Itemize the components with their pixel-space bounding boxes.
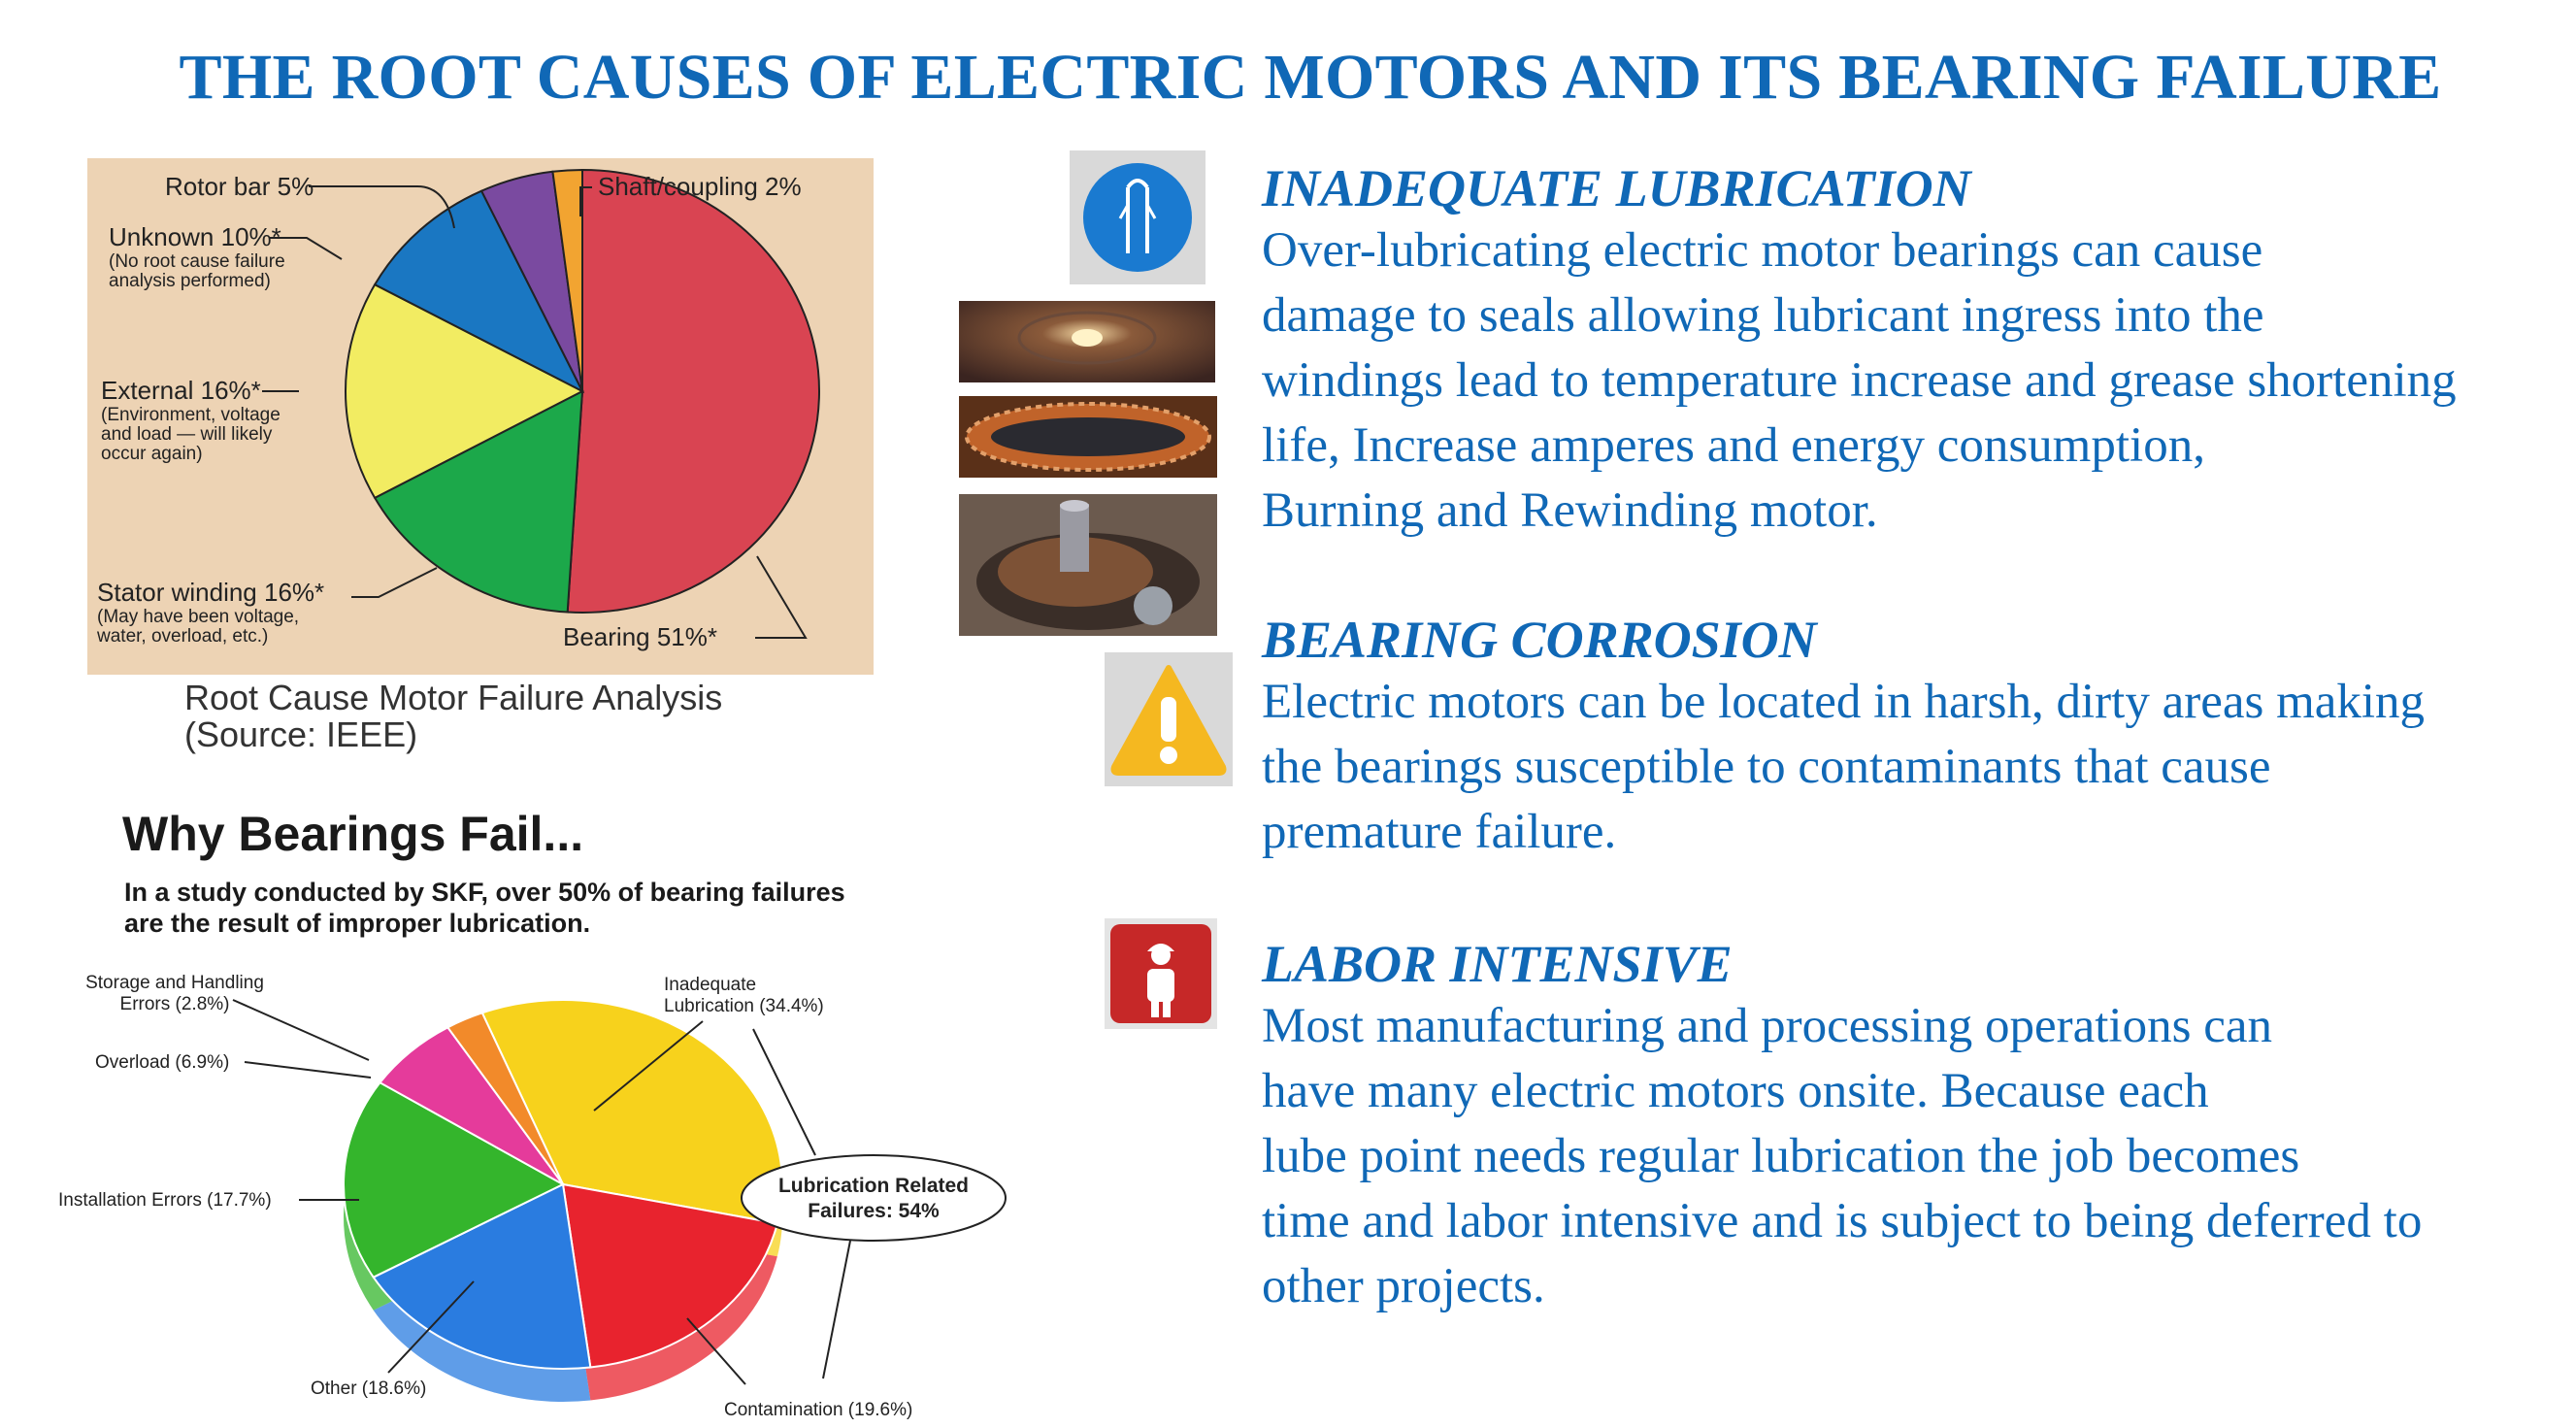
- chart2-subtitle-line2: are the result of improper lubrication.: [124, 909, 591, 938]
- chart2-subtitle-line1: In a study conducted by SKF, over 50% of bearing failures: [124, 878, 845, 907]
- corrosion-icon-box: [1105, 652, 1233, 786]
- root-cause-chart-caption: [184, 680, 722, 753]
- leader-overload: [245, 1062, 371, 1078]
- section-heading: LABOR INTENSIVE: [1262, 935, 1733, 993]
- caption-line-2: (Source: IEEE): [184, 714, 418, 754]
- lubrication-callout-ellipse: [742, 1155, 1006, 1241]
- section-body: Over-lubricating electric motor bearings can cause damage to seals allowing lubricant ingress into the windings lead to temperature increase and grease shortening life, Increase amperes and energy consumption, Burning and Rewinding motor.: [1262, 223, 2457, 538]
- note-stator-line2: water, overload, etc.): [97, 626, 269, 647]
- label-unknown: Unknown 10%*: [109, 222, 281, 251]
- damaged-motor-photo: [959, 494, 1217, 636]
- leader-stator-winding: [351, 568, 437, 597]
- label-storage-line1: Storage and Handling: [85, 973, 264, 993]
- note-external-line2: and load — will likely: [101, 424, 273, 445]
- callout-leader-bottom: [823, 1241, 850, 1378]
- section-inadequate-lubrication: [1262, 158, 2457, 544]
- label-external: External 16%*: [101, 376, 261, 405]
- section-body: Most manufacturing and processing operations can have many electric motors onsite. Because each lube point needs regular lubrication the job becomes time and labor intensive and is subject to being deferred to other projects.: [1262, 999, 2423, 1313]
- label-inadequate-line1: Inadequate: [664, 975, 757, 995]
- label-other: Other (18.6%): [311, 1378, 427, 1399]
- root-cause-pie-chart: [87, 158, 874, 675]
- label-inadequate-line2: Lubrication (34.4%): [664, 996, 824, 1016]
- root-cause-chart-panel: [87, 158, 874, 675]
- chart2-title: Why Bearings Fail...: [122, 807, 584, 861]
- callout-line1: Lubrication Related: [777, 1175, 970, 1197]
- leader-bearing: [755, 556, 806, 638]
- note-external-line1: (Environment, voltage: [101, 405, 281, 425]
- leader-storage: [233, 1000, 369, 1060]
- label-stator-winding: Stator winding 16%*: [97, 578, 325, 607]
- label-overload: Overload (6.9%): [95, 1052, 230, 1073]
- section-heading: INADEQUATE LUBRICATION: [1262, 159, 1971, 217]
- warning-icon: [1105, 652, 1233, 786]
- section-bearing-corrosion: [1262, 610, 2425, 865]
- section-body: Electric motors can be located in harsh, dirty areas making the bearings susceptible to contaminants that cause premature failure.: [1262, 675, 2426, 859]
- pie-slice-bearing-51: [568, 170, 819, 613]
- note-unknown-line1: (No root cause failure: [109, 251, 285, 272]
- note-unknown-line2: analysis performed): [109, 271, 271, 291]
- caption-line-1: Root Cause Motor Failure Analysis: [184, 678, 723, 717]
- labor-icon-box: [1105, 918, 1217, 1029]
- lubrication-icon-box: [1070, 150, 1205, 284]
- note-external-line3: occur again): [101, 444, 203, 464]
- grease-gun-icon: [1070, 150, 1205, 284]
- section-labor-intensive: [1262, 934, 2422, 1319]
- page-title: THE ROOT CAUSES OF ELECTRIC MOTORS AND ITS BEARING FAILURE: [179, 42, 2442, 113]
- label-storage-line2: Errors (2.8%): [119, 994, 230, 1014]
- stator-winding-photo: [959, 396, 1217, 478]
- section-heading: BEARING CORROSION: [1262, 611, 1817, 669]
- worker-icon: [1105, 918, 1217, 1029]
- label-rotor-bar: Rotor bar 5%: [165, 172, 314, 201]
- label-bearing: Bearing 51%*: [563, 622, 717, 651]
- note-stator-line1: (May have been voltage,: [97, 607, 300, 627]
- callout-line2: Failures: 54%: [808, 1200, 940, 1222]
- label-installation: Installation Errors (17.7%): [58, 1190, 272, 1211]
- label-shaft-coupling: Shaft/coupling 2%: [598, 172, 802, 201]
- motor-end-shield-photo: [959, 301, 1215, 382]
- why-bearings-fail-pie-chart: [39, 786, 1009, 1427]
- label-contamination: Contamination (19.6%): [724, 1400, 913, 1420]
- why-bearings-fail-chart: [39, 786, 1009, 1427]
